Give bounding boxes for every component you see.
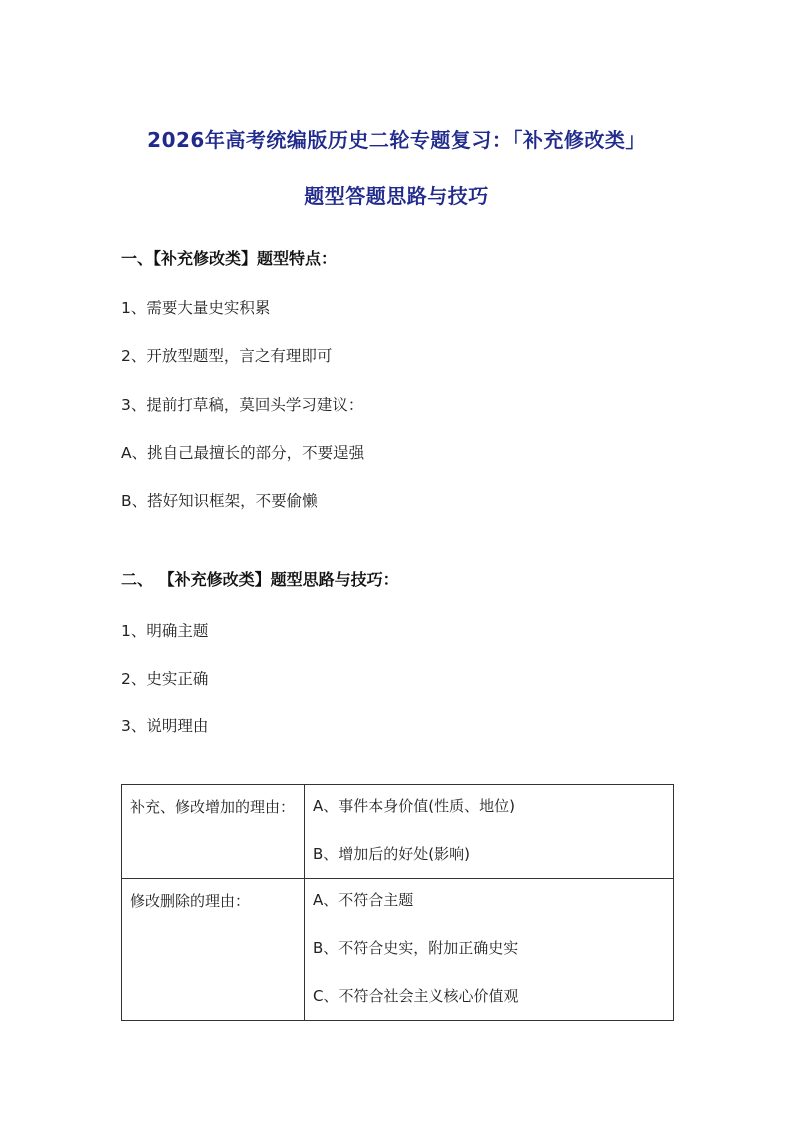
- table-point: A、事件本身价值(性质、地位): [313, 797, 515, 815]
- section-2-heading: 二、 【补充修改类】题型思路与技巧：: [121, 570, 399, 589]
- list-item: 2、开放型题型，言之有理即可: [121, 347, 333, 365]
- table-row: [122, 785, 674, 879]
- table-point: B、增加后的好处(影响): [313, 845, 470, 863]
- section-1-heading: 一、【补充修改类】题型特点：: [121, 249, 338, 268]
- table-cell-label: 修改删除的理由：: [122, 879, 305, 1021]
- list-item: A、挑自己最擅长的部分，不要逞强: [121, 444, 365, 462]
- table-cell-label: 补充、修改增加的理由：: [122, 785, 305, 879]
- document-title-line-1: 2026年高考统编版历史二轮专题复习：「补充修改类」: [147, 128, 646, 152]
- table-cell-points: [305, 785, 674, 879]
- table-row: [122, 879, 674, 1021]
- table-point: A、不符合主题: [313, 891, 414, 909]
- list-item: 1、明确主题: [121, 622, 209, 640]
- table-cell-points: [305, 879, 674, 1021]
- table-point: C、不符合社会主义核心价值观: [313, 987, 519, 1005]
- list-item: B、搭好知识框架，不要偷懒: [121, 492, 318, 510]
- document-title-line-2: 题型答题思路与技巧: [304, 184, 489, 208]
- list-item: 2、史实正确: [121, 670, 209, 688]
- list-item: 1、需要大量史实积累: [121, 299, 271, 317]
- table-point: B、不符合史实，附加正确史实: [313, 939, 519, 957]
- reasons-table: [121, 784, 674, 1021]
- list-item: 3、提前打草稿，莫回头学习建议：: [121, 396, 364, 414]
- list-item: 3、说明理由: [121, 717, 209, 735]
